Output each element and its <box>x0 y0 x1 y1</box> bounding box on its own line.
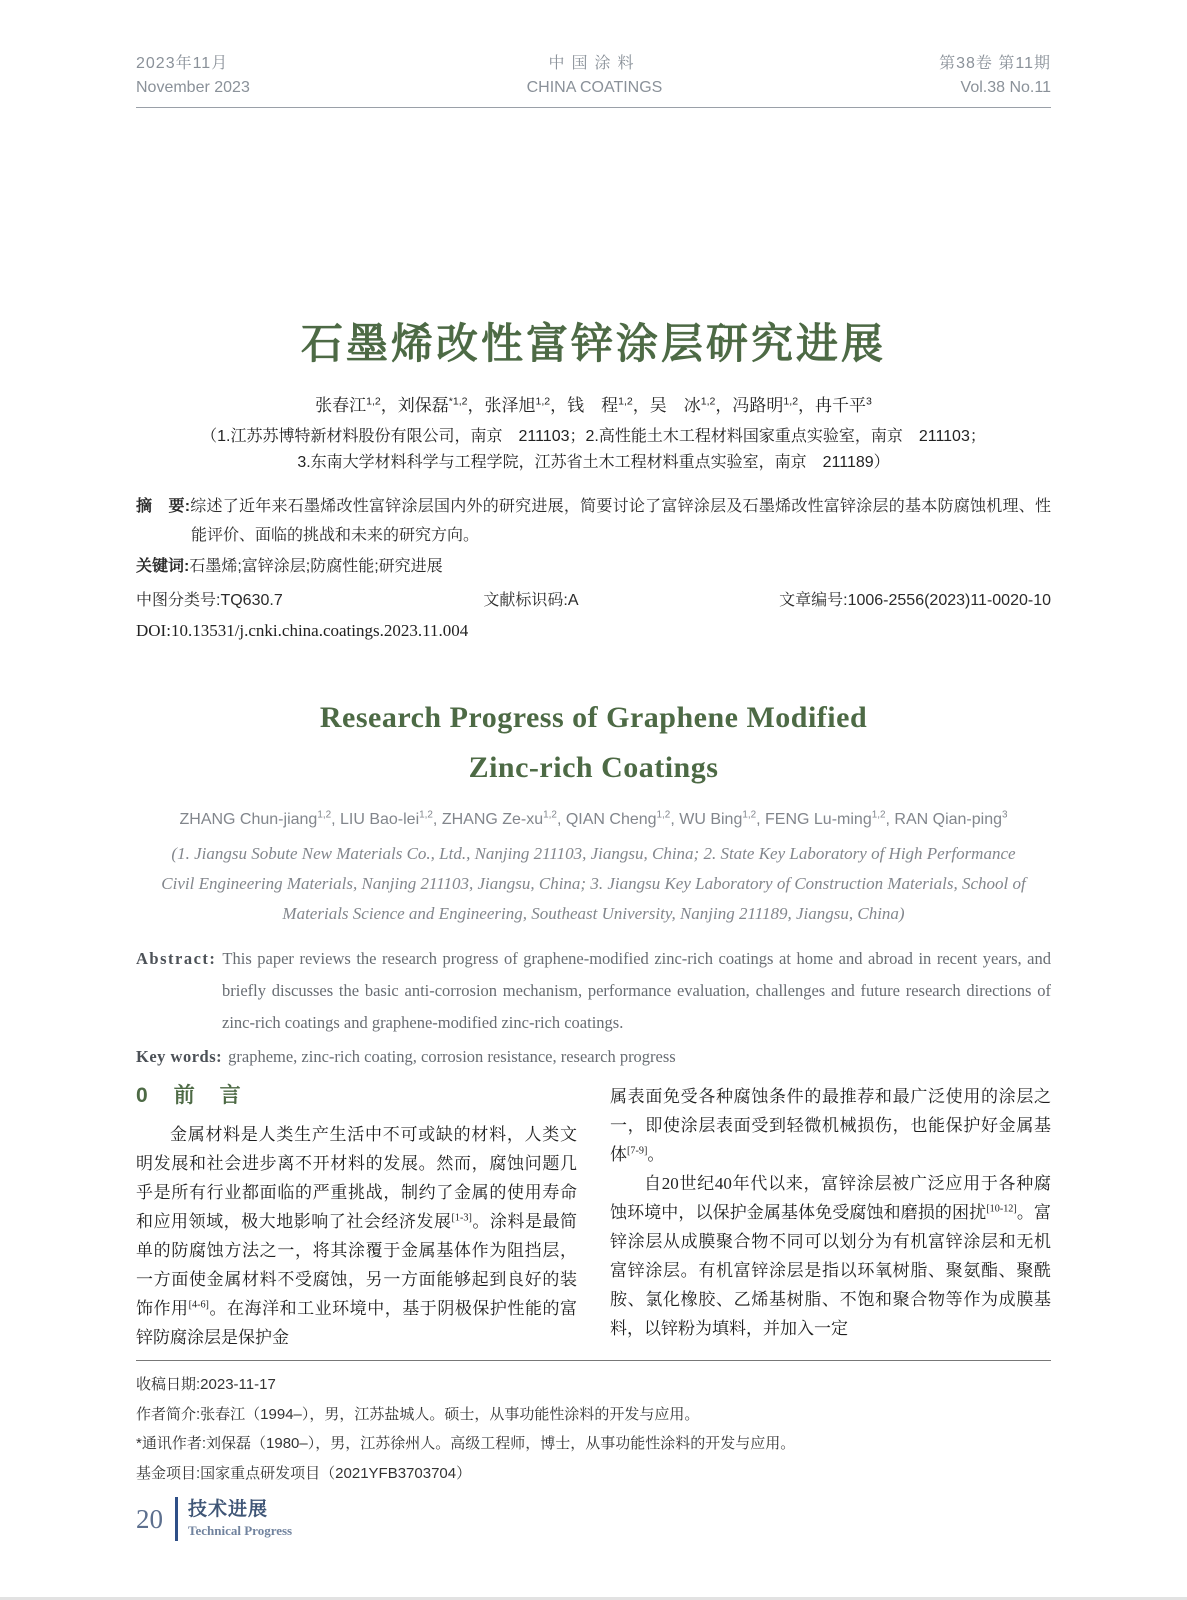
keywords-cn-label: 关键词: <box>136 558 190 575</box>
section-0-title: 前 言 <box>173 1084 243 1107</box>
doi: DOI:10.13531/j.cnki.china.coatings.2023.11.004 <box>136 621 469 640</box>
abstract-cn <box>136 492 1051 550</box>
article-title-en-line2: Zinc-rich Coatings <box>468 751 719 784</box>
clc-number <box>136 587 283 615</box>
document-code <box>483 587 578 615</box>
footnote-author-bio: 作者简介:张春江（1994–），男，江苏盐城人。硕士，从事功能性涂料的开发与应用。 <box>136 1405 700 1423</box>
header-date-en: November 2023 <box>136 79 250 96</box>
article-title-en-line1: Research Progress of Graphene Modified <box>319 701 868 734</box>
header-issue <box>939 52 1051 100</box>
english-block <box>136 693 1051 1073</box>
document-code-label: 文献标识码: <box>483 592 568 609</box>
authors-en: ZHANG Chun-jiang$^{1,2}$, LIU Bao-lei$^{1,2}$, ZHANG Ze-xu$^{1,2}$, QIAN Cheng$^{1,2}$, WU Bing$^{1,2}$, FENG Lu-ming$^{1,2}$, RAN Qian-ping$^3$ <box>179 809 1008 828</box>
page-footer <box>136 1496 1051 1542</box>
header-journal <box>527 52 663 100</box>
abstract-en <box>136 943 1051 1039</box>
footnote-corresponding-author: *通讯作者:刘保磊（1980–），男，江苏徐州人。高级工程师，博士，从事功能性涂料的开发与应用。 <box>136 1435 796 1452</box>
body-column-right <box>610 1082 1051 1352</box>
footer-section-en: Technical Progress <box>188 1523 293 1538</box>
affiliation-en-line2: Civil Engineering Materials, Nanjing 211103, Jiangsu, China; 3. Jiangsu Key Laboratory of Construction Materials, School of <box>161 874 1026 893</box>
affiliation-en-line3: Materials Science and Engineering, Southeast University, Nanjing 211189, Jiangsu, China) <box>282 904 905 923</box>
footer-section-cn: 技术进展 <box>188 1499 269 1520</box>
abstract-en-label: Abstract: <box>136 949 217 968</box>
section-0-number: 0 <box>136 1084 148 1107</box>
footer-section <box>188 1498 292 1540</box>
header-journal-cn: 中国涂料 <box>548 55 641 72</box>
header-issue-en: Vol.38 No.11 <box>960 79 1051 96</box>
abstract-cn-text: 综述了近年来石墨烯改性富锌涂层国内外的研究进展，简要讨论了富锌涂层及石墨烯改性富锌涂层的基本防腐蚀机理、性能评价、面临的挑战和未来的研究方向。 <box>190 498 1051 544</box>
section-0-heading <box>136 1082 577 1110</box>
keywords-en-label: Key words: <box>136 1047 223 1066</box>
keywords-cn <box>136 552 1051 581</box>
body-paragraph: 自20世纪40年代以来，富锌涂层被广泛应用于各种腐蚀环境中，以保护金属基体免受腐蚀和磨损的困扰[10-12]。富锌涂层从成膜聚合物不同可以划分为有机富锌涂层和无机富锌涂层。有机富锌涂层是指以环氧树脂、聚氨酯、聚酰胺、氯化橡胶、乙烯基树脂、不饱和聚合物等作为成膜基料，以锌粉为填料，并加入一定 <box>610 1174 1051 1338</box>
body-paragraph: 金属材料是人类生产生活中不可或缺的材料，人类文明发展和社会进步离不开材料的发展。然而，腐蚀问题几乎是所有行业都面临的严重挑战，制约了金属的使用寿命和应用领域，极大地影响了社会经济发展[1-3]。涂料是最简单的防腐蚀方法之一，将其涂覆于金属基体作为阻挡层，一方面使金属材料不受腐蚀，另一方面能够起到良好的装饰作用[4-6]。在海洋和工业环境中，基于阴极保护性能的富锌防腐涂层是保护金 <box>136 1125 577 1347</box>
affiliation-en <box>136 839 1051 929</box>
footnote-funding: 基金项目:国家重点研发项目（2021YFB3703704） <box>136 1464 472 1482</box>
body-column-left <box>136 1082 577 1352</box>
article-title-en <box>136 693 1051 793</box>
authors-cn: 张春江$^{1,2}$，刘保磊$^{*1,2}$，张泽旭$^{1,2}$，钱 程$^{1,2}$，吴 冰$^{1,2}$，冯路明$^{1,2}$，冉千平$^3$ <box>315 395 872 415</box>
keywords-cn-text: 石墨烯;富锌涂层;防腐性能;研究进展 <box>189 558 443 575</box>
affiliation-cn-line1: （1.江苏苏博特新材料股份有限公司，南京 211103；2.高性能土木工程材料国家重点实验室，南京 211103； <box>201 428 986 445</box>
affiliation-en-line1: (1. Jiangsu Sobute New Materials Co., Ltd., Nanjing 211103, Jiangsu, China; 2. State Key Laboratory of High Performance <box>171 844 1016 863</box>
footnotes <box>136 1360 1051 1488</box>
header-issue-cn: 第38卷 第11期 <box>939 55 1051 72</box>
page-header <box>136 52 1051 108</box>
page-number: 20 <box>136 1504 163 1534</box>
body-paragraph: 属表面免受各种腐蚀条件的最推荐和最广泛使用的涂层之一，即使涂层表面受到轻微机械损伤，也能保护好金属基体[7-9]。 <box>610 1087 1051 1164</box>
article-title-cn: 石墨烯改性富锌涂层研究进展 <box>300 320 886 367</box>
footnote-received-date: 收稿日期:2023-11-17 <box>136 1376 276 1393</box>
keywords-en <box>136 1041 1051 1073</box>
article-body <box>136 1082 1051 1352</box>
document-code-value: A <box>567 592 579 609</box>
header-date <box>136 52 250 100</box>
article-id <box>779 587 1051 615</box>
article-id-value: 1006-2556(2023)11-0020-10 <box>847 592 1051 609</box>
chinese-title-block <box>136 316 1051 476</box>
affiliation-cn-line2: 3.东南大学材料科学与工程学院，江苏省土木工程材料重点实验室，南京 211189） <box>297 454 890 471</box>
abstract-en-text: This paper reviews the research progress of graphene-modified zinc-rich coatings at home and abroad in recent years, and briefly discusses the basic anti-corrosion mechanism, performance evaluation, challenges and future research directions of zinc-rich coatings and graphene-modified zinc-rich coatings. <box>222 949 1051 1032</box>
header-date-cn: 2023年11月 <box>136 55 229 72</box>
clc-value: TQ630.7 <box>220 592 283 609</box>
keywords-en-text: grapheme, zinc-rich coating, corrosion resistance, research progress <box>228 1047 676 1066</box>
clc-label: 中图分类号: <box>136 592 221 609</box>
footer-divider-bar <box>175 1497 178 1541</box>
header-journal-en: CHINA COATINGS <box>526 79 663 96</box>
article-id-label: 文章编号: <box>779 592 848 609</box>
classification-row <box>136 587 1051 615</box>
chinese-abstract-block <box>136 492 1051 641</box>
abstract-cn-label: 摘 要: <box>136 498 191 515</box>
